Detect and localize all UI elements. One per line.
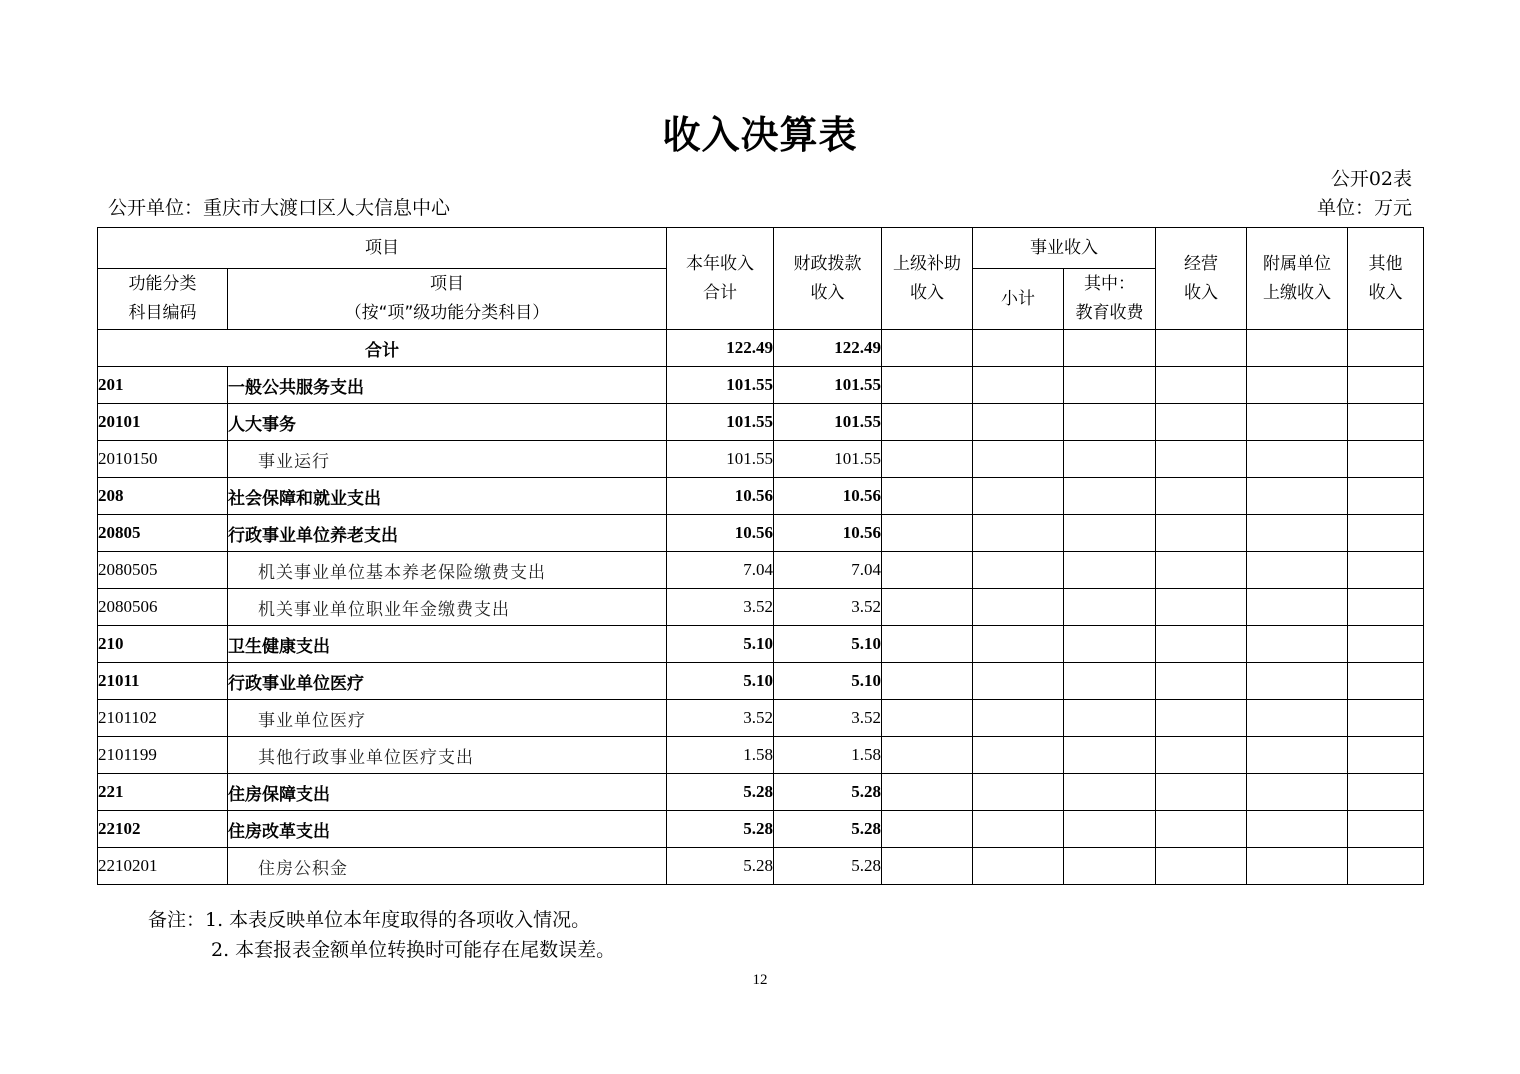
table-row — [98, 811, 1424, 848]
row-annual-total: 5.28 — [667, 811, 774, 848]
table-row — [98, 663, 1424, 700]
empty-cell — [1247, 811, 1348, 848]
row-name: 人大事务 — [228, 404, 667, 441]
row-annual-total: 3.52 — [667, 700, 774, 737]
empty-cell — [1156, 737, 1247, 774]
currency-unit: 单位：万元 — [1316, 197, 1412, 219]
row-code: 22102 — [98, 811, 228, 848]
row-code: 20101 — [98, 404, 228, 441]
empty-cell — [1348, 478, 1424, 515]
total-fiscal: 122.49 — [774, 330, 882, 367]
empty-cell — [1156, 552, 1247, 589]
row-annual-total: 5.28 — [667, 774, 774, 811]
empty-cell — [1064, 404, 1156, 441]
row-name: 卫生健康支出 — [228, 626, 667, 663]
header-project: 项目 — [98, 228, 667, 269]
total-row — [98, 330, 1424, 367]
row-name: 住房公积金 — [228, 848, 667, 885]
empty-cell — [1064, 552, 1156, 589]
empty-cell — [1247, 700, 1348, 737]
row-name: 事业单位医疗 — [228, 700, 667, 737]
empty-cell — [882, 478, 973, 515]
row-name: 一般公共服务支出 — [228, 367, 667, 404]
empty-cell — [1348, 515, 1424, 552]
empty-cell — [882, 811, 973, 848]
empty-cell — [973, 811, 1064, 848]
empty-cell — [882, 589, 973, 626]
empty-cell — [973, 515, 1064, 552]
row-code: 208 — [98, 478, 228, 515]
row-code: 2010150 — [98, 441, 228, 478]
row-annual-total: 101.55 — [667, 404, 774, 441]
form-number: 公开02表 — [1330, 168, 1412, 190]
row-annual-total: 101.55 — [667, 441, 774, 478]
empty-cell — [882, 404, 973, 441]
empty-cell — [1348, 589, 1424, 626]
row-fiscal: 101.55 — [774, 404, 882, 441]
row-fiscal: 5.10 — [774, 626, 882, 663]
header-superior: 上级补助 收入 — [882, 228, 973, 330]
row-name: 机关事业单位职业年金缴费支出 — [228, 589, 667, 626]
row-fiscal: 10.56 — [774, 478, 882, 515]
empty-cell — [973, 700, 1064, 737]
empty-cell — [1348, 737, 1424, 774]
table-row — [98, 589, 1424, 626]
row-annual-total: 101.55 — [667, 367, 774, 404]
empty-cell — [1156, 626, 1247, 663]
empty-cell — [882, 441, 973, 478]
row-code: 2080505 — [98, 552, 228, 589]
header-item: 项目 （按“项”级功能分类科目） — [228, 269, 667, 330]
empty-cell — [1348, 626, 1424, 663]
empty-cell — [1156, 404, 1247, 441]
row-name: 住房改革支出 — [228, 811, 667, 848]
empty-cell — [1348, 811, 1424, 848]
empty-cell — [1064, 515, 1156, 552]
empty-cell — [1064, 663, 1156, 700]
empty-cell — [1247, 552, 1348, 589]
empty-cell — [1156, 367, 1247, 404]
notes — [148, 905, 615, 965]
empty-cell — [1247, 848, 1348, 885]
empty-cell — [882, 848, 973, 885]
row-fiscal: 101.55 — [774, 367, 882, 404]
empty-cell — [1064, 478, 1156, 515]
empty-cell — [1247, 515, 1348, 552]
empty-cell — [973, 663, 1064, 700]
empty-cell — [973, 367, 1064, 404]
empty-cell — [1348, 441, 1424, 478]
total-annual: 122.49 — [667, 330, 774, 367]
page-number: 12 — [752, 972, 768, 988]
empty-cell — [1247, 367, 1348, 404]
row-name: 住房保障支出 — [228, 774, 667, 811]
empty-cell — [1156, 811, 1247, 848]
row-fiscal: 1.58 — [774, 737, 882, 774]
empty-cell — [882, 700, 973, 737]
note-2: 2. 本套报表金额单位转换时可能存在尾数误差。 — [211, 939, 616, 961]
row-annual-total: 5.10 — [667, 663, 774, 700]
empty-cell — [973, 552, 1064, 589]
empty-cell — [973, 626, 1064, 663]
empty-cell — [882, 737, 973, 774]
row-annual-total: 10.56 — [667, 515, 774, 552]
table-row — [98, 404, 1424, 441]
row-code: 201 — [98, 367, 228, 404]
empty-cell — [1156, 848, 1247, 885]
empty-cell — [1247, 626, 1348, 663]
empty-cell — [973, 737, 1064, 774]
empty-cell — [1064, 367, 1156, 404]
row-annual-total: 7.04 — [667, 552, 774, 589]
row-name: 行政事业单位养老支出 — [228, 515, 667, 552]
row-fiscal: 5.28 — [774, 848, 882, 885]
empty-cell — [882, 552, 973, 589]
empty-cell — [882, 367, 973, 404]
empty-cell — [973, 848, 1064, 885]
empty-cell — [1064, 441, 1156, 478]
empty-cell — [1348, 663, 1424, 700]
header-annual-total: 本年收入 合计 — [667, 228, 774, 330]
header-business: 事业收入 — [973, 228, 1156, 269]
empty-cell — [1156, 700, 1247, 737]
empty-cell — [1247, 478, 1348, 515]
row-code: 2101199 — [98, 737, 228, 774]
empty-cell — [1064, 848, 1156, 885]
empty-cell — [1064, 774, 1156, 811]
empty-cell — [973, 774, 1064, 811]
empty-cell — [1247, 774, 1348, 811]
row-code: 2080506 — [98, 589, 228, 626]
empty-cell — [1064, 700, 1156, 737]
empty-cell — [1156, 515, 1247, 552]
row-code: 210 — [98, 626, 228, 663]
empty-cell — [1348, 552, 1424, 589]
header-code: 功能分类 科目编码 — [98, 269, 228, 330]
empty-cell — [1156, 589, 1247, 626]
row-name: 社会保障和就业支出 — [228, 478, 667, 515]
header-affiliated: 附属单位 上缴收入 — [1247, 228, 1348, 330]
empty-cell — [1156, 478, 1247, 515]
empty-cell — [882, 515, 973, 552]
table-row — [98, 626, 1424, 663]
row-fiscal: 3.52 — [774, 589, 882, 626]
row-code: 20805 — [98, 515, 228, 552]
row-annual-total: 1.58 — [667, 737, 774, 774]
table-row — [98, 552, 1424, 589]
empty-cell — [1156, 774, 1247, 811]
header-education: 其中： 教育收费 — [1064, 269, 1156, 330]
row-fiscal: 5.28 — [774, 774, 882, 811]
empty-cell — [1247, 404, 1348, 441]
row-fiscal: 10.56 — [774, 515, 882, 552]
row-fiscal: 5.10 — [774, 663, 882, 700]
note-1: 备注：1. 本表反映单位本年度取得的各项收入情况。 — [148, 909, 591, 931]
row-name: 其他行政事业单位医疗支出 — [228, 737, 667, 774]
row-annual-total: 10.56 — [667, 478, 774, 515]
table-row — [98, 848, 1424, 885]
header-fiscal: 财政拨款 收入 — [774, 228, 882, 330]
empty-cell — [882, 774, 973, 811]
table-row — [98, 478, 1424, 515]
empty-cell — [1064, 589, 1156, 626]
row-code: 2101102 — [98, 700, 228, 737]
reporting-unit: 公开单位：重庆市大渡口区人大信息中心 — [108, 197, 451, 219]
row-annual-total: 3.52 — [667, 589, 774, 626]
row-name: 机关事业单位基本养老保险缴费支出 — [228, 552, 667, 589]
header-other: 其他 收入 — [1348, 228, 1424, 330]
table-row — [98, 774, 1424, 811]
table-row — [98, 441, 1424, 478]
unit-row — [108, 193, 1412, 220]
empty-cell — [973, 404, 1064, 441]
empty-cell — [1156, 441, 1247, 478]
row-code: 2210201 — [98, 848, 228, 885]
empty-cell — [1247, 441, 1348, 478]
empty-cell — [1156, 663, 1247, 700]
page-title: 收入决算表 — [662, 113, 858, 157]
row-fiscal: 3.52 — [774, 700, 882, 737]
row-fiscal: 7.04 — [774, 552, 882, 589]
row-name: 事业运行 — [228, 441, 667, 478]
empty-cell — [973, 441, 1064, 478]
row-code: 221 — [98, 774, 228, 811]
table-row — [98, 700, 1424, 737]
empty-cell — [1247, 737, 1348, 774]
empty-cell — [882, 626, 973, 663]
row-annual-total: 5.10 — [667, 626, 774, 663]
row-name: 行政事业单位医疗 — [228, 663, 667, 700]
row-annual-total: 5.28 — [667, 848, 774, 885]
income-table — [97, 227, 1424, 885]
empty-cell — [1064, 737, 1156, 774]
row-code: 21011 — [98, 663, 228, 700]
empty-cell — [1348, 700, 1424, 737]
empty-cell — [1348, 848, 1424, 885]
empty-cell — [1247, 589, 1348, 626]
empty-cell — [882, 663, 973, 700]
empty-cell — [1064, 626, 1156, 663]
empty-cell — [1348, 404, 1424, 441]
row-fiscal: 5.28 — [774, 811, 882, 848]
empty-cell — [1064, 811, 1156, 848]
row-fiscal: 101.55 — [774, 441, 882, 478]
empty-cell — [1247, 663, 1348, 700]
empty-cell — [973, 589, 1064, 626]
table-row — [98, 367, 1424, 404]
table-row — [98, 737, 1424, 774]
header-subtotal: 小计 — [973, 269, 1064, 330]
header-operating: 经营 收入 — [1156, 228, 1247, 330]
empty-cell — [1348, 367, 1424, 404]
empty-cell — [1348, 774, 1424, 811]
empty-cell — [973, 478, 1064, 515]
total-label: 合计 — [98, 330, 667, 367]
table-row — [98, 515, 1424, 552]
